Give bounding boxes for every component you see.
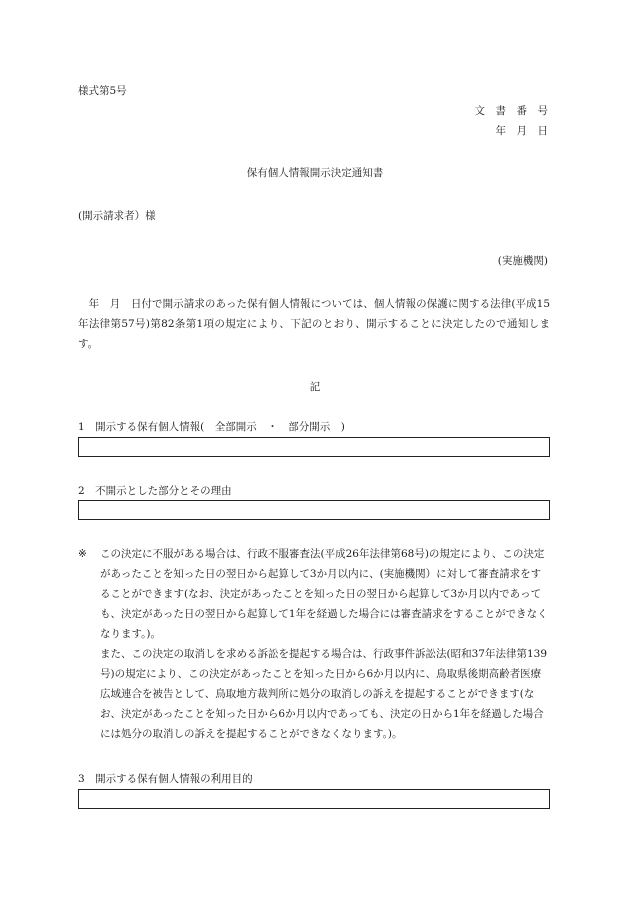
section-1-label: 1 開示する保有個人情報( 全部開示 ・ 部分開示 ) bbox=[78, 421, 345, 433]
section-2-label: 2 不開示とした部分とその理由 bbox=[78, 485, 232, 497]
note-paragraph-1: この決定に不服がある場合は、行政不服審査法(平成26年法律第68号)の規定により、この決定があったことを知った日の翌日から起算して3か月以内に、(実施機関）に対して審査請求をすることができます(なお、決定があったことを知った日の翌日から起算して3か月以内であっても、決定があった日の翌日から起算して1年を経過した場合には審査請求をすることができなくなります。)。 bbox=[100, 548, 548, 640]
section-2-box bbox=[78, 500, 550, 520]
document-number-label: 文 書 番 号 bbox=[474, 105, 548, 117]
note-mark: ※ bbox=[78, 548, 87, 560]
issuing-agency: (実施機関) bbox=[497, 255, 548, 267]
note-body bbox=[100, 544, 550, 744]
section-3-label: 3 開示する保有個人情報の利用目的 bbox=[78, 773, 253, 785]
notice-body: 年 月 日付で開示請求のあった保有個人情報については、個人情報の保護に関する法律(平成15年法律第57号)第82条第1項の規定により、下記のとおり、開示することに決定したので通知します。 bbox=[78, 298, 550, 350]
ki-heading: 記 bbox=[309, 381, 321, 393]
section-3-box bbox=[78, 789, 550, 809]
document-date-label: 年 月 日 bbox=[495, 125, 548, 137]
note-paragraph-2: また、この決定の取消しを求める訴訟を提起する場合は、行政事件訴訟法(昭和37年法律第139号)の規定により、この決定があったことを知った日から6か月以内に、鳥取県後期高齢者医療広域連合を被告として、鳥取地方裁判所に処分の取消しの訴えを提起することができます(なお、決定があったことを知った日から6か月以内であっても、決定の日から1年を経過した場合には処分の取消しの訴えを提起することができなくなります。)。 bbox=[100, 648, 547, 740]
form-number: 様式第5号 bbox=[78, 85, 127, 97]
document-title: 保有個人情報開示決定通知書 bbox=[246, 167, 384, 179]
section-1-box bbox=[78, 437, 550, 457]
addressee: (開示請求者）様 bbox=[78, 210, 156, 222]
